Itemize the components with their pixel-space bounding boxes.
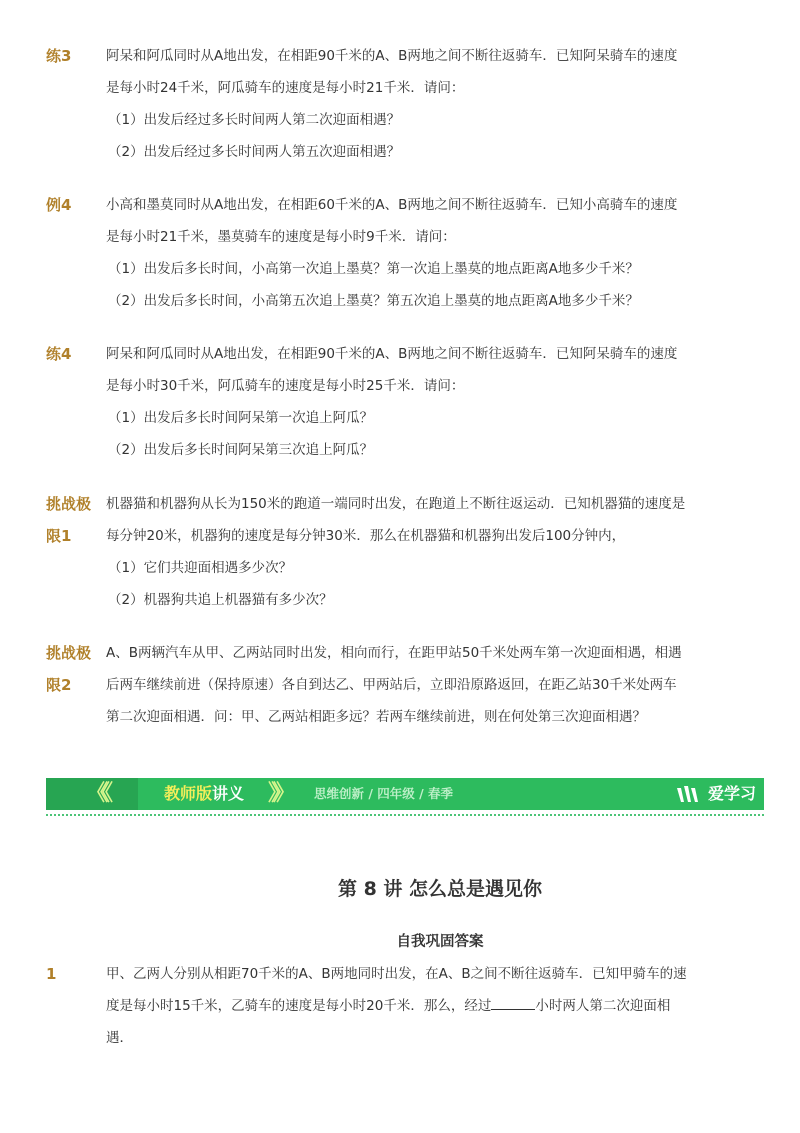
problem-subquestion: （1）出发后多长时间，小高第一次追上墨莫？第一次追上墨莫的地点距离A地多少千米？	[108, 261, 639, 277]
double-chevron-right-icon: 》》	[268, 781, 290, 806]
problem-subquestion: （1）它们共迎面相遇多少次？	[108, 560, 293, 576]
problem-line: 是每小时21千米，墨莫骑车的速度是每小时9千米．请问：	[106, 229, 456, 245]
problem-body	[106, 40, 736, 168]
problem-line: A、B两辆汽车从甲、乙两站同时出发，相向而行，在距甲站50千米处两车第一次迎面相遇，相遇	[106, 645, 682, 661]
answer-line: 甲、乙两人分别从相距70千米的A、B两地同时出发，在A、B之间不断往返骑车．已知甲骑车的速	[106, 966, 687, 982]
problem-tag	[46, 637, 102, 701]
problem-tag: 练3	[46, 47, 72, 65]
answer-line-text: 度是每小时15千米，乙骑车的速度是每小时20千米．那么，经过	[106, 998, 492, 1014]
section-title: 自我巩固答案	[396, 934, 484, 950]
problem-line: 小高和墨莫同时从A地出发，在相距60千米的A、B两地之间不断往返骑车．已知小高骑车的速度	[106, 197, 678, 213]
problem-lian3	[46, 40, 736, 168]
problem-line: 是每小时30千米，阿瓜骑车的速度是每小时25千米．请问：	[106, 378, 465, 394]
answer-line-text: 小时两人第二次迎面相	[535, 998, 671, 1014]
problem-tag: 例4	[46, 196, 72, 214]
teacher-edition-banner	[46, 778, 764, 810]
problem-subquestion: （2）机器狗共追上机器猫有多少次？	[108, 592, 333, 608]
problem-line: 后两车继续前进（保持原速）各自到达乙、甲两站后，立即沿原路返回，在距乙站30千米处两车	[106, 677, 677, 693]
answer-number: 1	[46, 965, 57, 983]
problem-tag-line: 限1	[46, 527, 72, 545]
answer-body	[106, 958, 736, 1054]
problem-subquestion: （1）出发后经过多长时间两人第二次迎面相遇？	[108, 112, 401, 128]
problem-line: 是每小时24千米，阿瓜骑车的速度是每小时21千米．请问：	[106, 80, 465, 96]
problem-tag-line: 挑战极	[46, 644, 92, 662]
problem-line: 阿呆和阿瓜同时从A地出发，在相距90千米的A、B两地之间不断往返骑车．已知阿呆骑车的速度	[106, 48, 678, 64]
problem-subquestion: （2）出发后多长时间阿呆第三次追上阿瓜？	[108, 442, 374, 458]
answer-blank	[491, 996, 535, 1010]
banner-dotted-divider	[46, 814, 764, 816]
problem-tag-line: 挑战极	[46, 495, 92, 513]
problem-body	[106, 637, 736, 733]
brand-logo	[676, 778, 756, 810]
problem-subquestion: （1）出发后多长时间阿呆第一次追上阿瓜？	[108, 410, 374, 426]
problem-line: 第二次迎面相遇．问：甲、乙两站相距多远？若两车继续前进，则在何处第三次迎面相遇？	[106, 709, 646, 725]
brand-logo-icon	[676, 785, 702, 805]
answer-line	[106, 990, 736, 1022]
banner-title	[164, 778, 244, 810]
problem-body	[106, 338, 736, 466]
problem-challenge-2	[46, 637, 736, 733]
answer-1	[46, 958, 736, 1054]
problem-li4	[46, 189, 736, 317]
double-chevron-left-icon: 《《	[86, 781, 108, 806]
answer-line: 遇．	[106, 1030, 133, 1046]
problem-line: 机器猫和机器狗从长为150米的跑道一端同时出发，在跑道上不断往返运动．已知机器猫的速度是	[106, 496, 686, 512]
problem-subquestion: （2）出发后经过多长时间两人第五次迎面相遇？	[108, 144, 401, 160]
problem-line: 阿呆和阿瓜同时从A地出发，在相距90千米的A、B两地之间不断往返骑车．已知阿呆骑车的速度	[106, 346, 678, 362]
problem-subquestion: （2）出发后多长时间，小高第五次追上墨莫？第五次追上墨莫的地点距离A地多少千米？	[108, 293, 639, 309]
banner-title-suffix: 讲义	[212, 784, 245, 803]
problem-line: 每分钟20米，机器狗的速度是每分钟30米．那么在机器猫和机器狗出发后100分钟内，	[106, 528, 626, 544]
problem-body	[106, 488, 736, 616]
lesson-title: 第 8 讲 怎么总是遇见你	[337, 878, 543, 900]
problem-body	[106, 189, 736, 317]
problem-tag-line: 限2	[46, 676, 72, 694]
banner-title-main: 教师版	[164, 784, 213, 803]
problem-tag	[46, 488, 102, 552]
banner-subtitle: 思维创新 / 四年级 / 春季	[314, 786, 454, 801]
problem-tag: 练4	[46, 345, 72, 363]
brand-logo-text: 爱学习	[707, 784, 756, 803]
problem-challenge-1	[46, 488, 736, 616]
problem-lian4	[46, 338, 736, 466]
